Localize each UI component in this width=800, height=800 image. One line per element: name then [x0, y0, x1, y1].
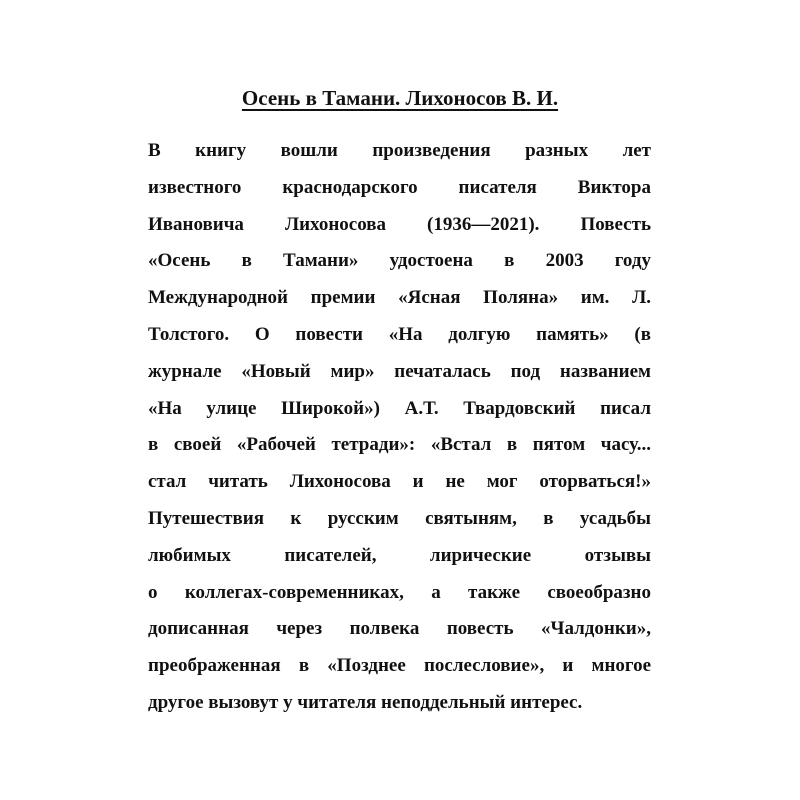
text-line: Ивановича Лихоносова (1936—2021). Повесть: [148, 213, 651, 235]
text-line: любимых писателей, лирические отзывы: [148, 544, 651, 566]
text-line: «На улице Широкой») А.Т. Твардовский писал: [148, 397, 651, 419]
text-line: журнале «Новый мир» печаталась под названием: [148, 360, 651, 382]
text-line: «Осень в Тамани» удостоена в 2003 году: [148, 250, 651, 272]
text-line: преображенная в «Позднее послесловие», и многое: [148, 655, 651, 677]
text-line: известного краснодарского писателя Виктора: [148, 176, 651, 198]
text-line: стал читать Лихоносова и не мог оторваться!»: [148, 471, 651, 493]
text-line: о коллегах-современниках, а также своеобразно: [148, 581, 651, 603]
text-line: дописанная через полвека повесть «Чалдонки»,: [148, 618, 651, 640]
text-line: Толстого. О повести «На долгую память» (в: [148, 323, 651, 345]
document-title: Осень в Тамани. Лихоносов В. И.: [241, 86, 559, 110]
text-line: В книгу вошли произведения разных лет: [148, 140, 651, 161]
text-line: в своей «Рабочей тетради»: «Встал в пятом часу...: [148, 434, 651, 456]
description-text: [148, 133, 651, 722]
text-line: другое вызовут у читателя неподдельный интерес.: [148, 691, 583, 713]
text-line: Международной премии «Ясная Поляна» им. Л.: [148, 287, 651, 309]
text-line: Путешествия к русским святыням, в усадьбы: [148, 507, 651, 529]
